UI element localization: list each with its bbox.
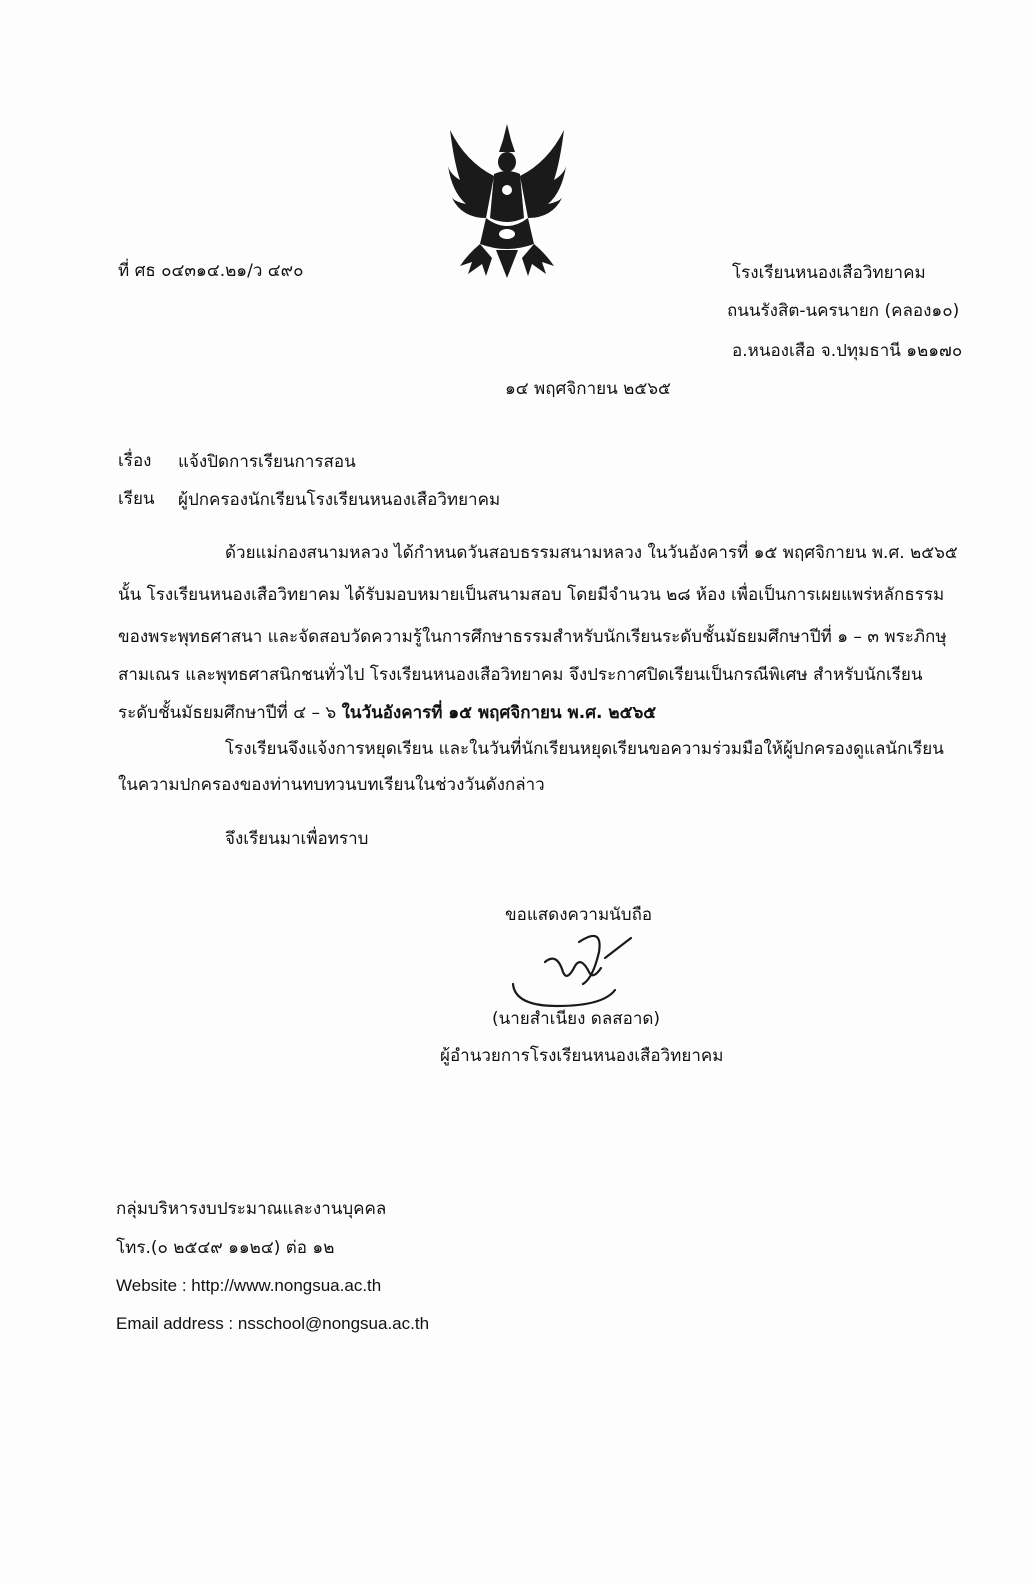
body-line: ด้วยแม่กองสนามหลวง ได้กำหนดวันสอบธรรมสนามหลวง ในวันอังคารที่ ๑๕ พฤศจิกายน พ.ศ. ๒๕๖๕ [225, 543, 958, 563]
recipient-text: ผู้ปกครองนักเรียนโรงเรียนหนองเสือวิทยาคม [178, 490, 501, 510]
body-line: สามเณร และพุทธศาสนิกชนทั่วไป โรงเรียนหนองเสือวิทยาคม จึงประกาศปิดเรียนเป็นกรณีพิเศษ สำหรับนักเรียน [118, 665, 923, 685]
body-line: นั้น โรงเรียนหนองเสือวิทยาคม ได้รับมอบหมายเป็นสนามสอบ โดยมีจำนวน ๒๘ ห้อง เพื่อเป็นการเผยแพร่หลักธรรม [118, 585, 945, 605]
subject-label: เรื่อง [118, 451, 152, 471]
school-address-line1: ถนนรังสิต-นครนายก (คลอง๑๐) [727, 301, 960, 321]
letter-date: ๑๔ พฤศจิกายน ๒๕๖๕ [505, 379, 671, 399]
signer-position: ผู้อำนวยการโรงเรียนหนองเสือวิทยาคม [440, 1046, 724, 1066]
signer-name: (นายสำเนียง ดลสอาด) [492, 1009, 661, 1029]
recipient-label: เรียน [118, 489, 155, 509]
body-text: ระดับชั้นมัธยมศึกษาปีที่ ๔ – ๖ [118, 703, 342, 723]
footer-department: กลุ่มบริหารงบประมาณและงานบุคคล [116, 1199, 387, 1219]
regards-text: ขอแสดงความนับถือ [505, 905, 653, 925]
footer-phone: โทร.(๐ ๒๕๔๙ ๑๑๒๔) ต่อ ๑๒ [116, 1238, 335, 1258]
body-line: โรงเรียนจึงแจ้งการหยุดเรียน และในวันที่นักเรียนหยุดเรียนขอความร่วมมือให้ผู้ปกครองดูแลนักเรียน [225, 739, 944, 759]
reference-number: ที่ ศธ ๐๔๓๑๔.๒๑/ว ๔๙๐ [118, 261, 304, 281]
body-line: ของพระพุทธศาสนา และจัดสอบวัดความรู้ในการศึกษาธรรมสำหรับนักเรียนระดับชั้นมัธยมศึกษาปีที่ ๑ – ๓ พระภิกษุ [118, 627, 947, 647]
body-line: ในความปกครองของท่านทบทวนบทเรียนในช่วงวันดังกล่าว [118, 775, 545, 795]
school-name: โรงเรียนหนองเสือวิทยาคม [732, 263, 926, 283]
closing-text: จึงเรียนมาเพื่อทราบ [225, 829, 369, 849]
body-emphasis: ในวันอังคารที่ ๑๕ พฤศจิกายน พ.ศ. ๒๕๖๕ [341, 703, 657, 723]
school-address-line2: อ.หนองเสือ จ.ปทุมธานี ๑๒๑๗๐ [732, 341, 963, 361]
footer-website[interactable]: Website : http://www.nongsua.ac.th [116, 1276, 382, 1295]
footer-email[interactable]: Email address : nsschool@nongsua.ac.th [116, 1314, 430, 1333]
garuda-emblem-icon [446, 122, 568, 280]
body-line-last [118, 702, 656, 724]
handwritten-signature-icon [505, 922, 640, 1012]
subject-text: แจ้งปิดการเรียนการสอน [178, 452, 356, 472]
